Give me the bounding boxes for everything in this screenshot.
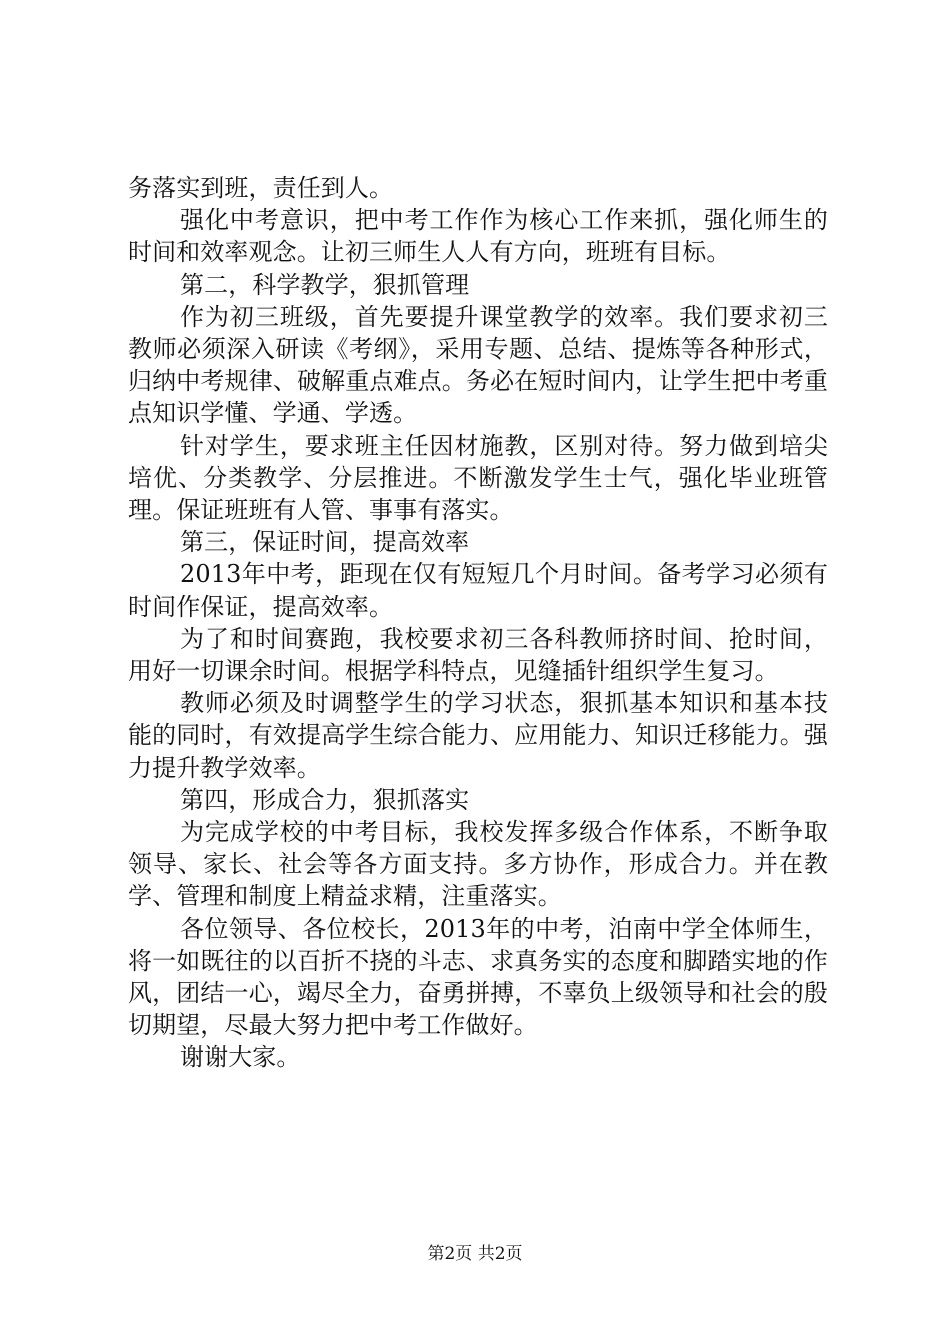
paragraph: 2013年中考，距现在仅有短短几个月时间。备考学习必须有时间作保证，提高效率。: [128, 560, 828, 621]
paragraph: 各位领导、各位校长，2013年的中考，泊南中学全体师生，将一如既往的以百折不挠的斗志、求真务实的态度和脚踏实地的作风，团结一心，竭尽全力，奋勇拼搏，不辜负上级领导和社会的殷切期望，尽最大努力把中考工作做好。: [128, 914, 828, 1040]
paragraph: 强化中考意识，把中考工作作为核心工作来抓，强化师生的时间和效率观念。让初三师生人人有方向，班班有目标。: [128, 206, 828, 267]
section-heading-2: 第二，科学教学，狠抓管理: [180, 270, 470, 299]
closing-line: 谢谢大家。: [180, 1043, 301, 1072]
page-footer: 第2页 共2页: [427, 1244, 523, 1264]
paragraph: 为了和时间赛跑，我校要求初三各科教师挤时间、抢时间，用好一切课余时间。根据学科特点，见缝插针组织学生复习。: [128, 624, 828, 686]
document-body: [128, 172, 828, 1074]
paragraph: 为完成学校的中考目标，我校发挥多级合作体系，不断争取领导、家长、社会等各方面支持。多方协作，形成合力。并在教学、管理和制度上精益求精，注重落实。: [128, 818, 828, 911]
paragraph: 教师必须及时调整学生的学习状态，狠抓基本知识和基本技能的同时，有效提高学生综合能力、应用能力、知识迁移能力。强力提升教学效率。: [128, 689, 828, 782]
paragraph-continuation: 务落实到班，责任到人。: [128, 174, 394, 202]
section-heading-3: 第三，保证时间，提高效率: [180, 528, 470, 557]
section-heading-4: 第四，形成合力，狠抓落实: [180, 785, 470, 814]
paragraph: 针对学生，要求班主任因材施教，区别对待。努力做到培尖培优、分类教学、分层推进。不断激发学生士气，强化毕业班管理。保证班班有人管、事事有落实。: [128, 431, 828, 525]
paragraph: 作为初三班级，首先要提升课堂教学的效率。我们要求初三教师必须深入研读《考纲》，采用专题、总结、提炼等各种形式，归纳中考规律、破解重点难点。务必在短时间内，让学生把中考重点知识学懂、学通、学透。: [128, 302, 828, 428]
